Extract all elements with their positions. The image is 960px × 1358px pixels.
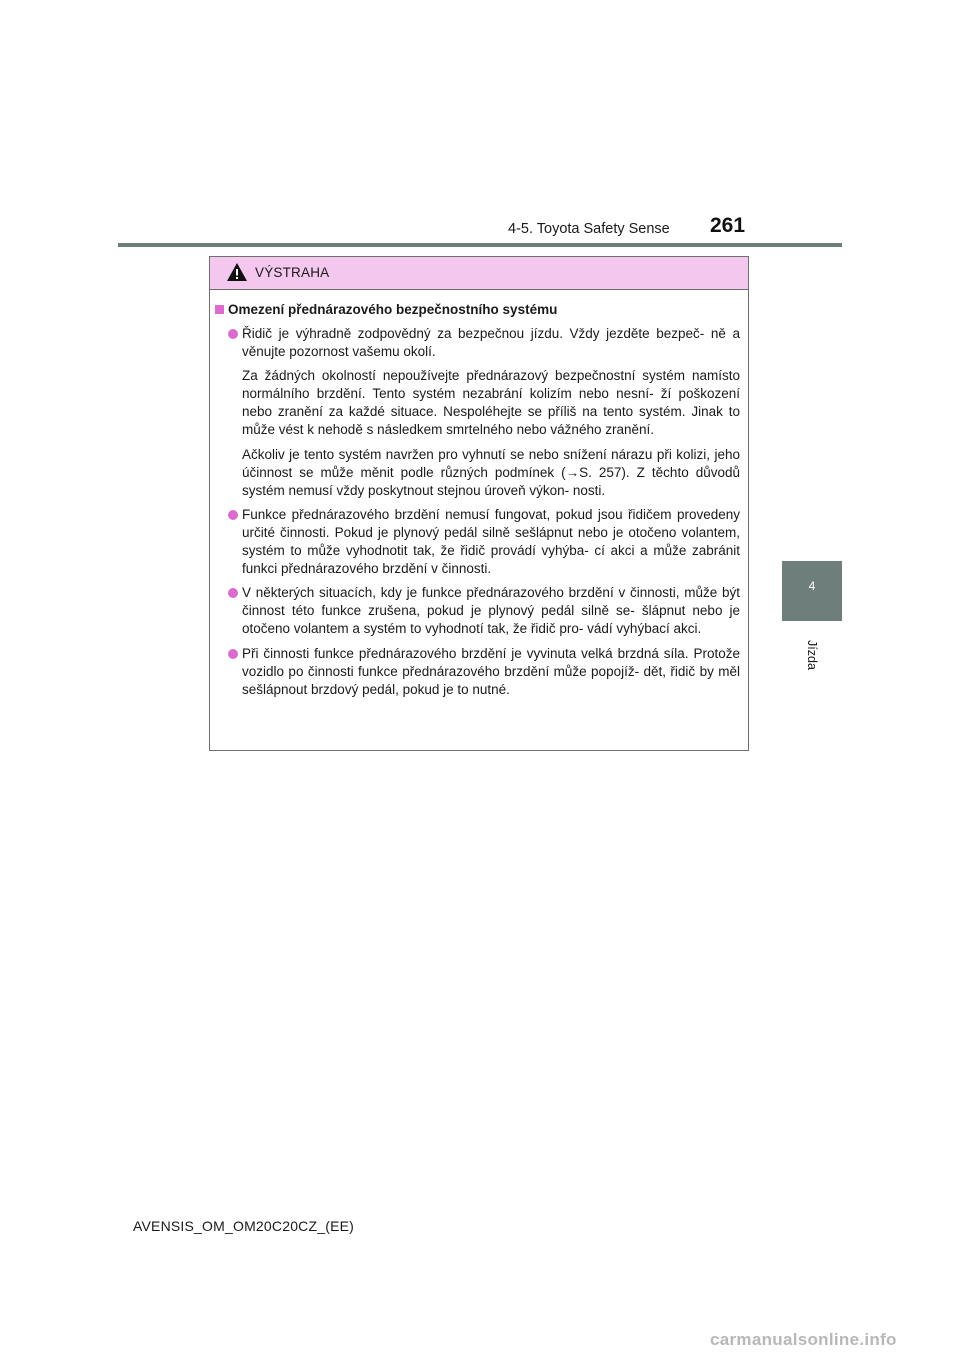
list-item	[215, 584, 740, 638]
continuation-paragraph	[215, 367, 740, 500]
list-item	[215, 645, 740, 699]
bullet-dot-icon	[228, 329, 238, 339]
subheading-text: Omezení přednárazového bezpečnostního systému	[228, 302, 558, 317]
bullet-text: Řidič je výhradně zodpovědný za bezpečnou jízdu. Vždy jezděte bezpeč- ně a věnujte pozornost vašemu okolí.	[242, 326, 740, 360]
section-title: 4-5. Toyota Safety Sense	[508, 221, 670, 237]
bullet-dot-icon	[228, 510, 238, 520]
bullet-dot-icon	[228, 588, 238, 598]
bullet-text: V některých situacích, kdy je funkce přednárazového brzdění v činnosti, může být činnost této funkce zrušena, pokud je plynový pedál silně se- šlápnut nebo je otočeno volantem a systém to vyhodnotí tak, že řidič pro- vádí vyhýbací akci.	[242, 585, 740, 637]
paragraph-text: Za žádných okolností nepoužívejte přednárazový bezpečnostní systém namísto normálního brzdění. Tento systém nezabrání kolizím nebo nesní- ží poškození nebo zranění za každé situace. Nespoléhejte se příliš na tento systém. Jinak to může vést k nehodě s následkem smrtelného nebo vážného zranění.	[242, 368, 740, 438]
bullet-text: Při činnosti funkce přednárazového brzdění je vyvinuta velká brzdná síla. Protože vozidlo po činnosti funkce přednárazového brzdění může popojíž- dět, řidič by měl sešlápnout brzdový pedál, pokud je to nutné.	[242, 645, 740, 697]
header-rule	[118, 243, 842, 247]
paragraph-text: Ačkoliv je tento systém navržen pro vyhnutí se nebo snížení nárazu při kolizi, jeho účinnost se může měnit podle různých podmínek (→S. 257). Z těchto důvodů systém nemusí vždy poskytnout stejnou úroveň výkon- nosti.	[242, 446, 740, 498]
chapter-label	[792, 632, 832, 678]
chapter-tab	[782, 561, 842, 621]
warning-triangle-icon	[226, 262, 248, 282]
watermark: carmanualsonline.info	[710, 1330, 897, 1349]
square-bullet-icon	[215, 305, 224, 314]
bullet-text: Funkce přednárazového brzdění nemusí fungovat, pokud jsou řidičem provedeny určité činnosti. Pokud je plynový pedál silně sešlápnut nebo je otočeno volantem, systém to může vyhodnotit tak, že řidič provádí vyhýba- cí akci a může zabránit funkci přednárazového brzdění v činnosti.	[242, 506, 740, 577]
list-item	[215, 506, 740, 578]
bullet-dot-icon	[228, 649, 238, 659]
list-item	[215, 325, 740, 361]
warning-box	[209, 256, 749, 751]
page-header	[0, 0, 960, 250]
chapter-label-text: Jízda	[805, 640, 819, 670]
chapter-number: 4	[808, 579, 816, 593]
warning-body	[210, 290, 748, 699]
warning-title: VÝSTRAHA	[255, 265, 330, 280]
document-code: AVENSIS_OM_OM20C20CZ_(EE)	[133, 1218, 355, 1234]
warning-subheading	[215, 301, 740, 319]
page-number: 261	[710, 214, 746, 237]
warning-header	[210, 257, 748, 290]
